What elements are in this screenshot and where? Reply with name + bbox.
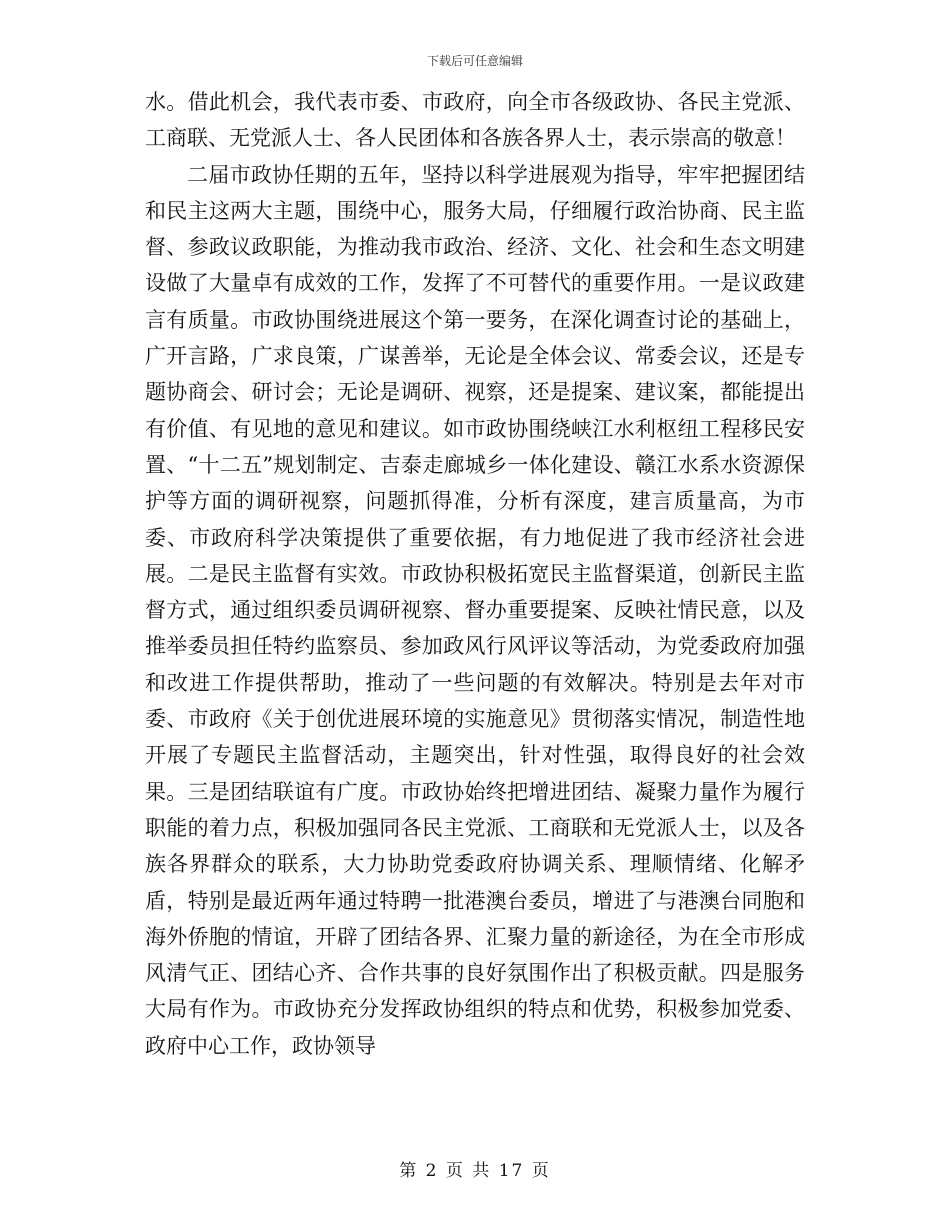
page-footer: 第 2 页 共 17 页: [399, 1161, 551, 1181]
body-text: [145, 84, 805, 1064]
paragraph-1: 水。借此机会，我代表市委、市政府，向全市各级政协、各民主党派、工商联、无党派人士、各人民团体和各族各界人士，表示崇高的敬意！: [145, 90, 805, 151]
paragraph-2: 二届市政协任期的五年，坚持以科学进展观为指导，牢牢把握团结和民主这两大主题，围绕中心，服务大局，仔细履行政治协商、民主监督、参政议政职能，为推动我市政治、经济、文化、社会和生态文明建设做了大量卓有成效的工作，发挥了不可替代的重要作用。一是议政建言有质量。市政协围绕进展这个第一要务，在深化调查讨论的基础上，广开言路，广求良策，广谋善举，无论是全体会议、常委会议，还是专题协商会、研讨会；无论是调研、视察，还是提案、建议案，都能提出有价值、有见地的意见和建议。如市政协围绕峡江水利枢纽工程移民安置、“十二五”规划制定、吉泰走廊城乡一体化建设、赣江水系水资源保护等方面的调研视察，问题抓得准，分析有深度，建言质量高，为市委、市政府科学决策提供了重要依据，有力地促进了我市经济社会进展。二是民主监督有实效。市政协积极拓宽民主监督渠道，创新民主监督方式，通过组织委员调研视察、督办重要提案、反映社情民意，以及推举委员担任特约监察员、参加政风行风评议等活动，为党委政府加强和改进工作提供帮助，推动了一些问题的有效解决。特别是去年对市委、市政府《关于创优进展环境的实施意见》贯彻落实情况，制造性地开展了专题民主监督活动，主题突出，针对性强，取得良好的社会效果。三是团结联谊有广度。市政协始终把增进团结、凝聚力量作为履行职能的着力点，积极加强同各民主党派、工商联和无党派人士，以及各族各界群众的联系，大力协助党委政府协调关系、理顺情绪、化解矛盾，特别是最近两年通过特聘一批港澳台委员，增进了与港澳台同胞和海外侨胞的情谊，开辟了团结各界、汇聚力量的新途径，为在全市形成风清气正、团结心齐、合作共事的良好氛围作出了积极贡献。四是服务大局有作为。市政协充分发挥政协组织的特点和优势，积极参加党委、政府中心工作，政协领导: [145, 162, 805, 1058]
page-header: 下载后可任意编辑: [426, 54, 523, 68]
